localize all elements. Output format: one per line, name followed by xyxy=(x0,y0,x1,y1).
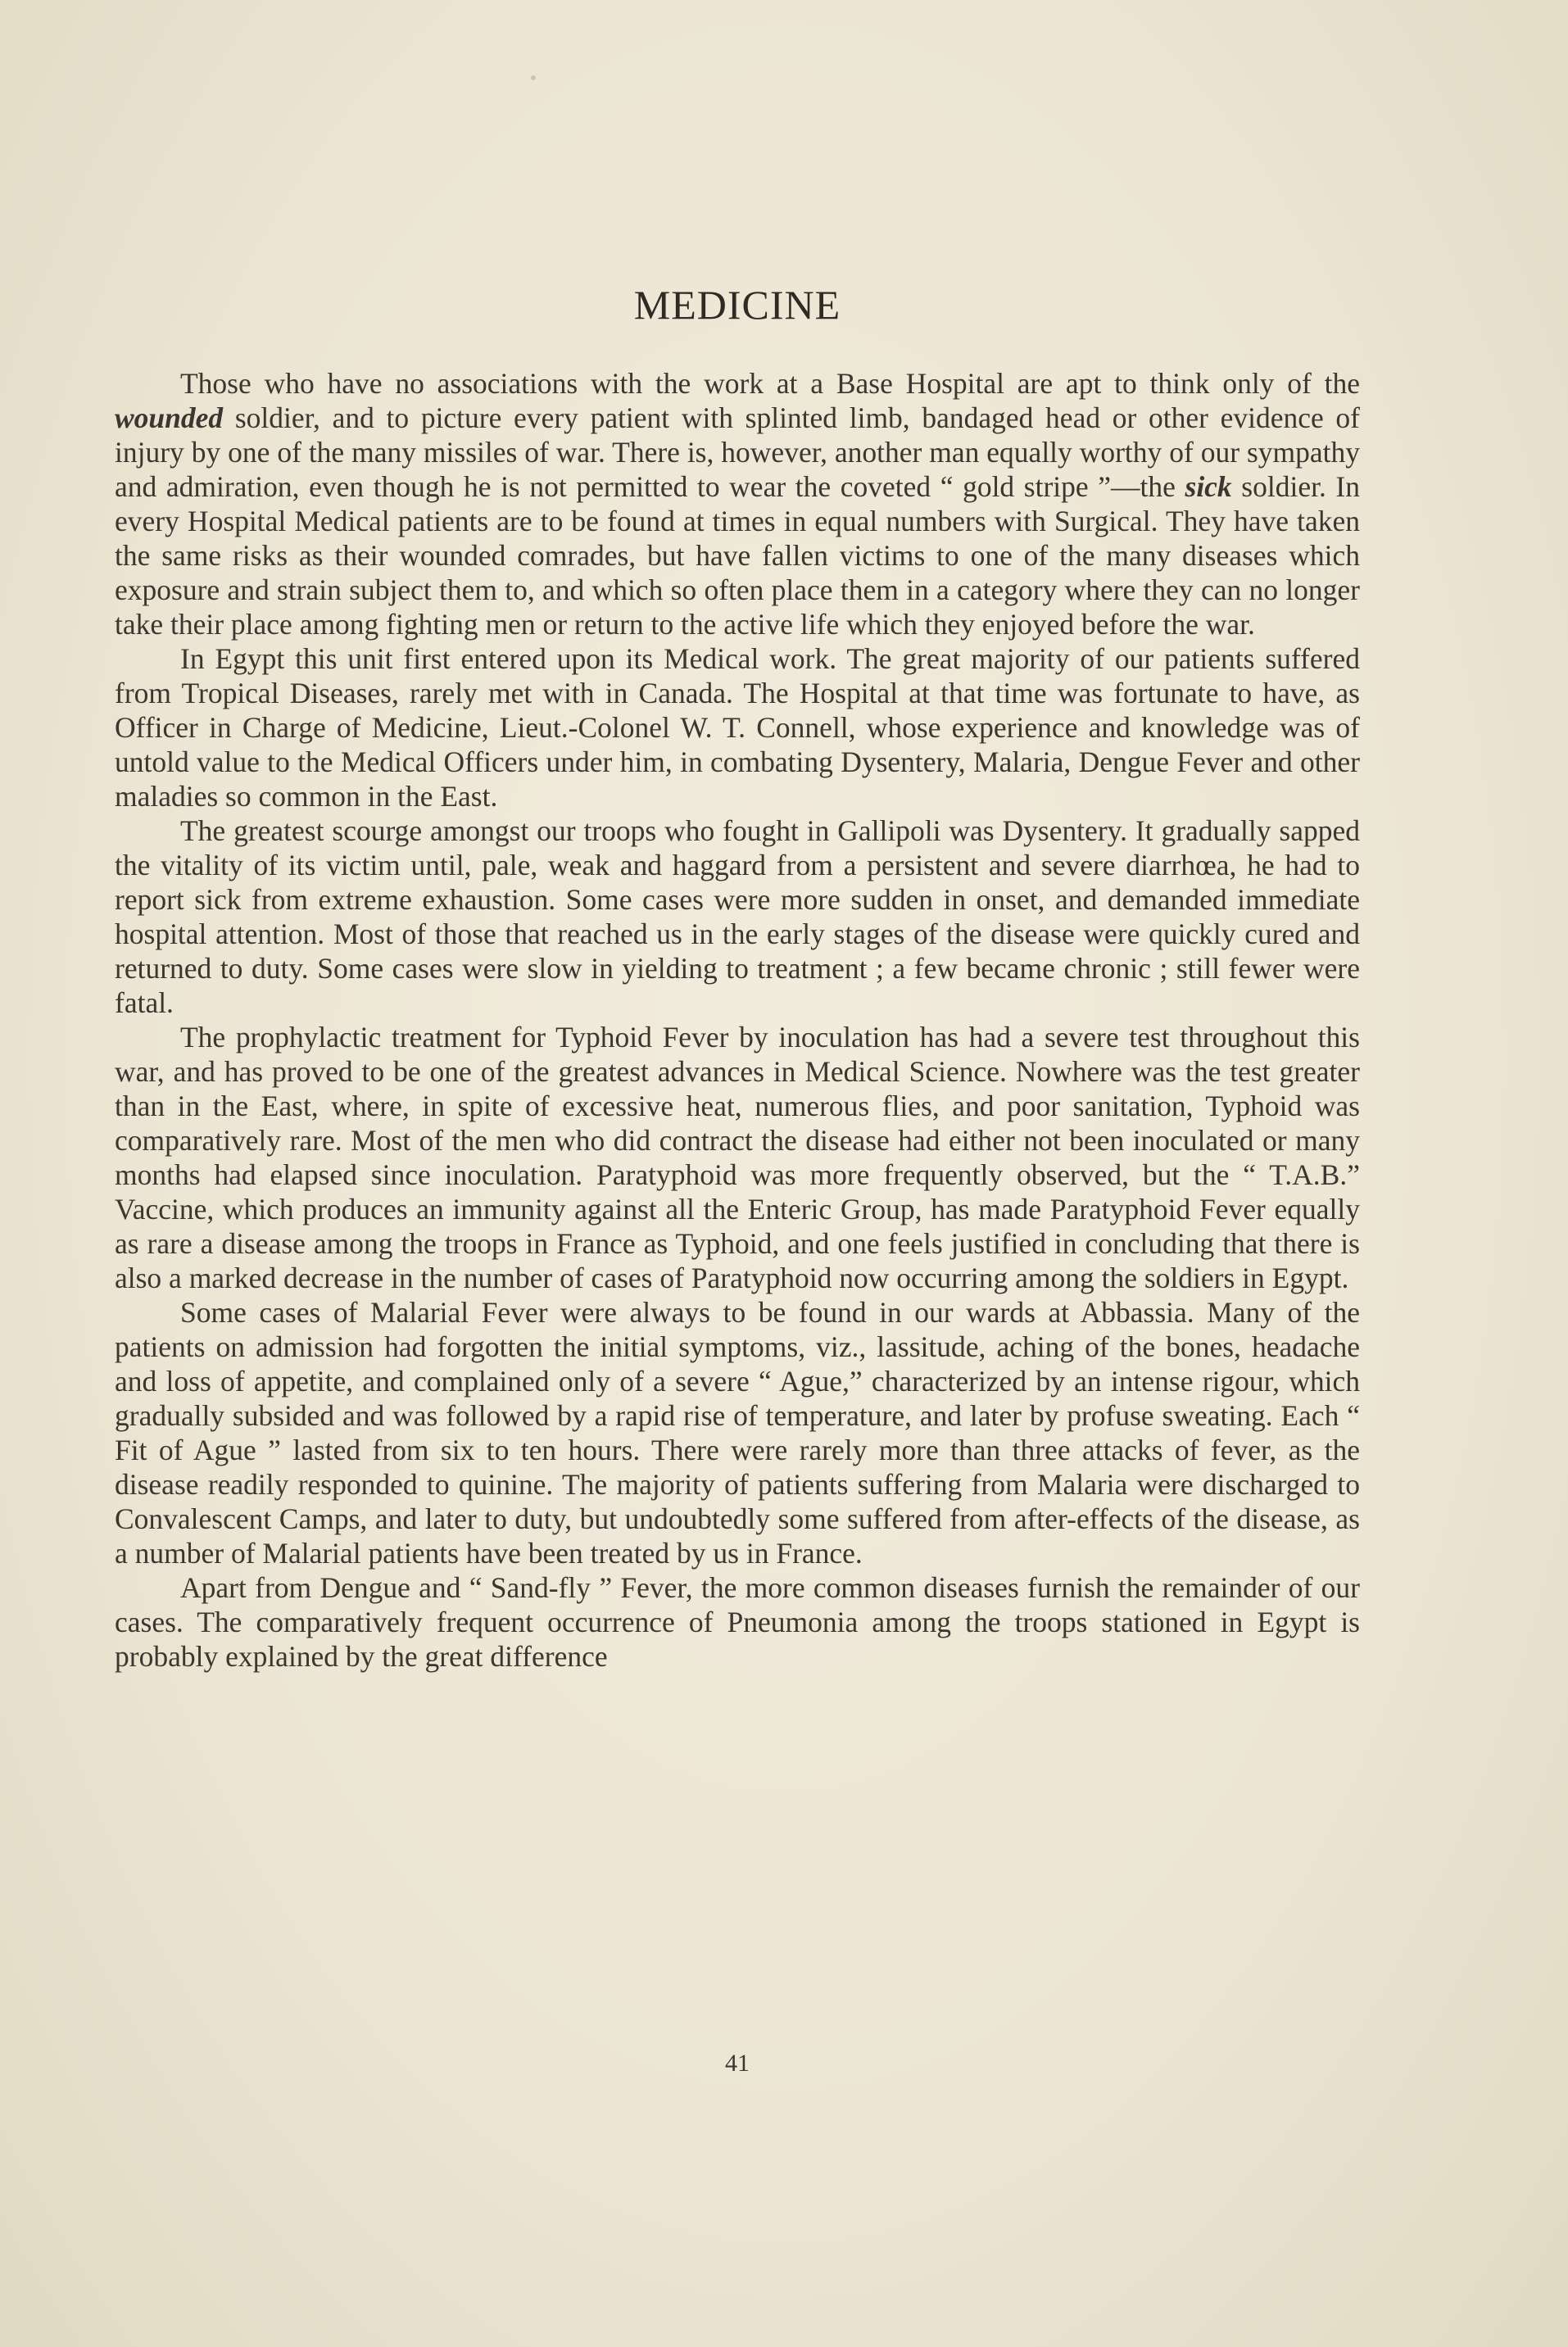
emphasis-text: sick xyxy=(1185,470,1232,503)
paragraph: Apart from Dengue and “ Sand-fly ” Fever, the more common diseases furnish the remainder of our cases. The comparatively frequent occurrence of Pneumonia among the troops stationed in Egypt is probably explained by the great difference xyxy=(115,1571,1360,1673)
paragraph-text: Those who have no associations with the work at a Base Hospital are apt to think only of the xyxy=(180,367,1360,400)
paragraph: Some cases of Malarial Fever were always to be found in our wards at Abbassia. Many of the patients on admission had forgotten the initial symptoms, viz., lassitude, aching of the bones, headache and loss of appetite, and complained only of a severe “ Ague,” characterized by an intense rigour, which gradually subsided and was followed by a rapid rise of temperature, and later by profuse sweating. Each “ Fit of Ague ” lasted from six to ten hours. There were rarely more than three attacks of fever, as the disease readily responded to quinine. The majority of patients suffering from Malaria were discharged to Convalescent Camps, and later to duty, but undoubtedly some suffered from after-effects of the disease, as a number of Malarial patients have been treated by us in France. xyxy=(115,1296,1360,1570)
page-title: MEDICINE xyxy=(633,282,841,328)
paragraph-text: soldier, and to picture every patient with splinted limb, bandaged head or other evidence of injury by one of the many missiles of war. There is, however, another man equally worthy of our sympathy and admiration, even though he is not permitted to wear the coveted “ gold stripe ”—the xyxy=(115,401,1360,503)
paper-speck xyxy=(531,75,536,80)
emphasis-text: wounded xyxy=(115,401,224,434)
paragraph: The greatest scourge amongst our troops who fought in Gallipoli was Dysentery. It gradually sapped the vitality of its victim until, pale, weak and haggard from a persistent and severe diarrhœa, he had to report sick from extreme exhaustion. Some cases were more sudden in onset, and demanded immediate hospital attention. Most of those that reached us in the early stages of the disease were quickly cured and returned to duty. Some cases were slow in yielding to treatment ; a few became chronic ; still fewer were fatal. xyxy=(115,814,1360,1019)
paragraph xyxy=(115,366,1360,641)
paragraph: The prophylactic treatment for Typhoid Fever by inoculation has had a severe test throughout this war, and has proved to be one of the greatest advances in Medical Science. Nowhere was the test greater than in the East, where, in spite of excessive heat, numerous flies, and poor sanitation, Typhoid was comparatively rare. Most of the men who did contract the disease had either not been inoculated or many months had elapsed since inoculation. Paratyphoid was more frequently observed, but the “ T.A.B.” Vaccine, which produces an immunity against all the Enteric Group, has made Paratyphoid Fever equally as rare a disease among the troops in France as Typhoid, and one feels justified in concluding that there is also a marked decrease in the number of cases of Paratyphoid now occurring among the soldiers in Egypt. xyxy=(115,1021,1360,1294)
page-number: 41 xyxy=(725,2050,750,2077)
paragraph-text: soldier. In every Hospital Medical patients are to be found at times in equal numbers with Surgical. They have taken the same risks as their wounded comrades, but have fallen victims to one of the many diseases which exposure and strain subject them to, and which so often place them in a category where they can no longer take their place among fighting men or return to the active life which they enjoyed before the war. xyxy=(115,470,1361,641)
paragraph: In Egypt this unit first entered upon its Medical work. The great majority of our patients suffered from Tropical Diseases, rarely met with in Canada. The Hospital at that time was fortunate to have, as Officer in Charge of Medicine, Lieut.-Colonel W. T. Connell, whose experience and knowledge was of untold value to the Medical Officers under him, in combating Dysentery, Malaria, Dengue Fever and other maladies so common in the East. xyxy=(115,642,1360,813)
article-body xyxy=(115,366,1360,1674)
